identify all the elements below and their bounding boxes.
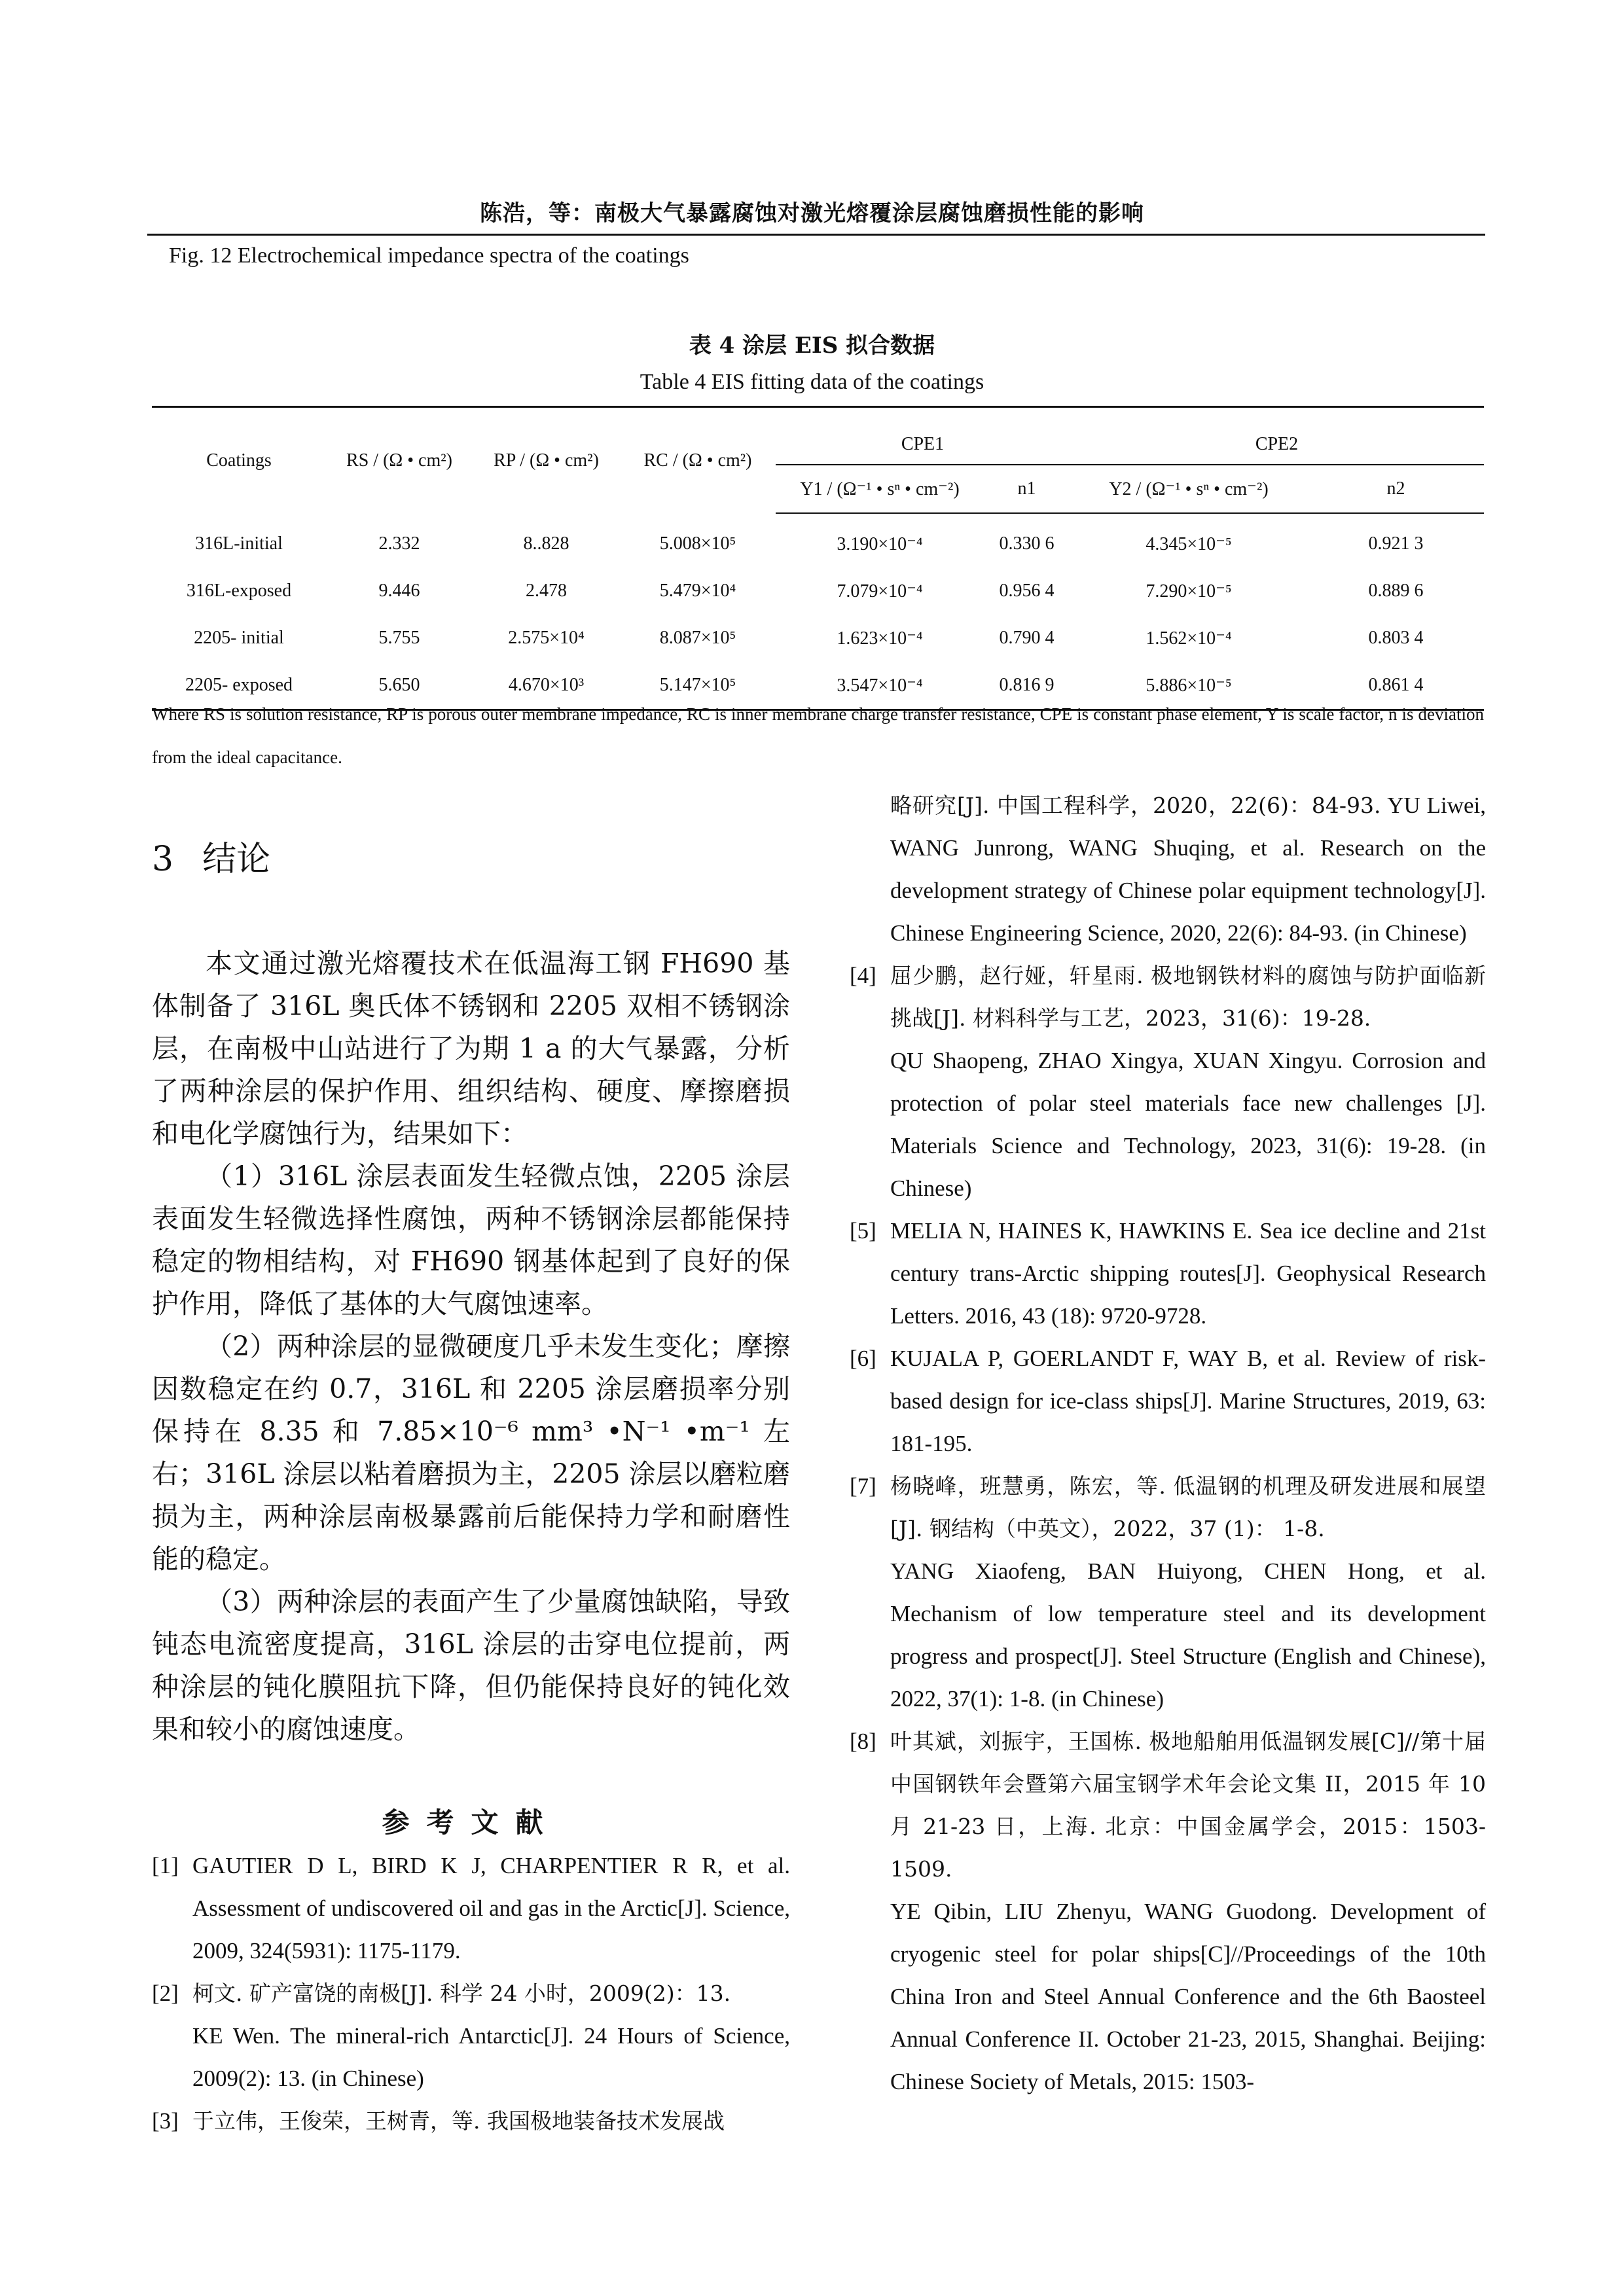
section-number: 3 xyxy=(152,840,174,879)
reference-item xyxy=(152,2100,790,2142)
cell-rp: 2.575×10⁴ xyxy=(508,628,585,648)
reference-item xyxy=(850,1720,1486,2103)
table-row xyxy=(152,615,1484,662)
header-rule xyxy=(147,234,1485,236)
cell-y1: 1.623×10⁻⁴ xyxy=(837,628,923,649)
reference-text: YE Qibin, LIU Zhenyu, WANG Guodong. Development of cryogenic steel for polar ships[C]//Proceedings of the 10th China Iron and Steel Annual Conference and the 6th Baosteel Annual Conference II. October 21-23, 2015, Shanghai. Beijing: Chinese Society of Metals, 2015: 1503- xyxy=(890,1899,1486,2094)
cell-coating: 316L-initial xyxy=(195,533,283,554)
cell-y1: 3.547×10⁻⁴ xyxy=(776,662,984,710)
cell-n1: 0.330 6 xyxy=(999,533,1055,554)
table-row xyxy=(152,567,1484,615)
reference-text: QU Shaopeng, ZHAO Xingya, XUAN Xingyu. Corrosion and protection of polar steel materials face new challenges [J]. Materials Science and Technology, 2023, 31(6): 19-28. (in Chinese) xyxy=(890,1048,1486,1201)
table-note: Where RS is solution resistance, RP is porous outer membrane impedance, RC is inner membrane charge transfer resistance, CPE is constant phase element, Y is scale factor, n is deviation from the ideal capacitance. xyxy=(152,704,1484,767)
reference-list-left xyxy=(152,1844,790,2142)
reference-item xyxy=(850,1465,1486,1720)
cell-rc: 5.479×10⁴ xyxy=(659,581,736,601)
section-title: 结论 xyxy=(202,840,271,879)
reference-text: KUJALA P, GOERLANDT F, WAY B, et al. Review of risk-based design for ice-class ships[J]. Marine Structures, 2019, 63: 181-195. xyxy=(890,1346,1486,1456)
col-header-rp: RP / (Ω • cm²) xyxy=(473,407,620,514)
col-header-y2: Y2 / (Ω⁻¹ • sⁿ • cm⁻²) xyxy=(1070,465,1308,513)
reference-item xyxy=(850,1210,1486,1337)
reference-text: 屈少鹏，赵行娅，轩星雨. 极地钢铁材料的腐蚀与防护面临新挑战[J]. 材料科学与工艺，2023，31(6)：19-28. xyxy=(890,963,1486,1031)
cell-y1: 7.079×10⁻⁴ xyxy=(837,581,923,601)
reference-item xyxy=(152,1972,790,2100)
cell-rp: 8..828 xyxy=(523,533,569,554)
cell-rp: 2.478 xyxy=(526,581,567,601)
cell-n2: 0.803 4 xyxy=(1368,628,1424,648)
reference-index: [4] xyxy=(850,963,876,988)
cell-rs: 5.650 xyxy=(326,662,473,710)
cell-rc: 5.008×10⁵ xyxy=(659,533,736,554)
conclusion-body xyxy=(152,942,790,1751)
reference-index: [2] xyxy=(152,1981,179,2006)
cell-coating: 2205- exposed xyxy=(152,662,326,710)
paragraph: （2）两种涂层的显微硬度几乎未发生变化；摩擦因数稳定在约 0.7，316L 和 2205 涂层磨损率分别保持在 8.35 和 7.85×10⁻⁶ mm³ •N⁻¹ •m⁻¹ 左右；316L 涂层以粘着磨损为主，2205 涂层以磨粒磨损为主，两种涂层南极暴露前后能保持力学和耐磨性能的稳定。 xyxy=(152,1331,790,1575)
reference-text: GAUTIER D L, BIRD K J, CHARPENTIER R R, et al. Assessment of undiscovered oil and gas in the Arctic[J]. Science, 2009, 324(5931): 1175-1179. xyxy=(192,1853,790,1964)
reference-index: [8] xyxy=(850,1729,876,1754)
cell-y2: 7.290×10⁻⁵ xyxy=(1146,581,1232,601)
cell-y2: 5.886×10⁻⁵ xyxy=(1070,662,1308,710)
cell-y1: 3.190×10⁻⁴ xyxy=(837,534,923,554)
reference-index: [7] xyxy=(850,1473,876,1499)
reference-text: MELIA N, HAINES K, HAWKINS E. Sea ice decline and 21st century trans-Arctic shipping routes[J]. Geophysical Research Letters. 2016, 43 (18): 9720-9728. xyxy=(890,1218,1486,1329)
table-title-en: Table 4 EIS fitting data of the coatings xyxy=(640,370,984,394)
cell-rs: 9.446 xyxy=(378,581,420,601)
col-header-cpe2: CPE2 xyxy=(1070,407,1484,465)
table-title-cn: 表 4 涂层 EIS 拟合数据 xyxy=(689,332,935,359)
reference-text: 柯文. 矿产富饶的南极[J]. 科学 24 小时，2009(2)：13. xyxy=(192,1981,731,2006)
col-header-cpe1: CPE1 xyxy=(776,407,1070,465)
cell-n2: 0.889 6 xyxy=(1368,581,1424,601)
cell-rs: 5.755 xyxy=(378,628,420,648)
reference-list-right xyxy=(850,784,1486,2103)
col-header-n2: n2 xyxy=(1308,465,1484,513)
reference-text: 略研究[J]. 中国工程科学，2020，22(6)：84-93. xyxy=(890,793,1381,818)
reference-text: 杨晓峰，班慧勇，陈宏，等. 低温钢的机理及研发进展和展望[J]. 钢结构（中英文），2022，37 (1)： 1-8. xyxy=(890,1473,1486,1541)
cell-y2: 4.345×10⁻⁵ xyxy=(1146,534,1232,554)
reference-item xyxy=(850,954,1486,1210)
col-header-rc: RC / (Ω • cm²) xyxy=(620,407,776,514)
cell-n2: 0.921 3 xyxy=(1368,533,1424,554)
col-header-rs: RS / (Ω • cm²) xyxy=(326,407,473,514)
col-header-n1: n1 xyxy=(984,465,1070,513)
cell-coating: 2205- initial xyxy=(194,628,284,648)
cell-rc: 5.147×10⁵ xyxy=(620,662,776,710)
reference-text: KE Wen. The mineral-rich Antarctic[J]. 24 Hours of Science, 2009(2): 13. (in Chinese) xyxy=(192,2023,790,2091)
paragraph: 本文通过激光熔覆技术在低温海工钢 FH690 基体制备了 316L 奥氏体不锈钢和 2205 双相不锈钢涂层，在南极中山站进行了为期 1 a 的大气暴露，分析了两种涂层的保护作用、组织结构、硬度、摩擦磨损和电化学腐蚀行为，结果如下： xyxy=(152,948,790,1149)
running-title: 陈浩，等：南极大气暴露腐蚀对激光熔覆涂层腐蚀磨损性能的影响 xyxy=(480,200,1144,226)
col-header-y1: Y1 / (Ω⁻¹ • sⁿ • cm⁻²) xyxy=(776,465,984,513)
section-heading xyxy=(152,831,270,880)
figure-caption: Fig. 12 Electrochemical impedance spectra of the coatings xyxy=(169,243,689,268)
cell-rs: 2.332 xyxy=(378,533,420,554)
eis-fitting-table xyxy=(152,406,1484,711)
paragraph: （1）316L 涂层表面发生轻微点蚀，2205 涂层表面发生轻微选择性腐蚀，两种不锈钢涂层都能保持稳定的物相结构，对 FH690 钢基体起到了良好的保护作用，降低了基体的大气腐蚀速率。 xyxy=(152,1160,790,1319)
reference-text: 于立伟，王俊荣，王树青，等. 我国极地装备技术发展战 xyxy=(192,2108,725,2134)
references-heading: 参考文献 xyxy=(382,1806,560,1839)
cell-n1: 0.790 4 xyxy=(999,628,1055,648)
reference-text: YU Liwei, WANG Junrong, WANG Shuqing, et al. Research on the development strategy of Chinese polar equipment technology[J]. Chinese Engineering Science, 2020, 22(6): 84-93. (in Chinese) xyxy=(890,793,1486,946)
cell-y2: 1.562×10⁻⁴ xyxy=(1146,628,1232,649)
cell-rp: 4.670×10³ xyxy=(473,662,620,710)
reference-text: 叶其斌，刘振宇，王国栋. 极地船舶用低温钢发展[C]//第十届中国钢铁年会暨第六届宝钢学术年会论文集 II，2015 年 10 月 21-23 日，上海. 北京：中国金属学会，2015：1503-1509. xyxy=(890,1729,1486,1882)
table-row xyxy=(152,513,1484,567)
reference-index: [1] xyxy=(152,1853,179,1878)
cell-n2: 0.861 4 xyxy=(1308,662,1484,710)
reference-text: YANG Xiaofeng, BAN Huiyong, CHEN Hong, et al. Mechanism of low temperature steel and its development progress and prospect[J]. Steel Structure (English and Chinese), 2022, 37(1): 1-8. (in Chinese) xyxy=(890,1558,1486,1712)
cell-rc: 8.087×10⁵ xyxy=(659,628,736,648)
paragraph: （3）两种涂层的表面产生了少量腐蚀缺陷，导致钝态电流密度提高，316L 涂层的击穿电位提前，两种涂层的钝化膜阻抗下降，但仍能保持良好的钝化效果和较小的腐蚀速度。 xyxy=(152,1586,790,1745)
reference-index: [6] xyxy=(850,1346,876,1371)
reference-item xyxy=(850,1337,1486,1465)
col-header-coatings: Coatings xyxy=(152,407,326,514)
cell-n1: 0.956 4 xyxy=(999,581,1055,601)
cell-coating: 316L-exposed xyxy=(186,581,292,601)
reference-index: [3] xyxy=(152,2108,179,2134)
cell-n1: 0.816 9 xyxy=(984,662,1070,710)
reference-index: [5] xyxy=(850,1218,876,1244)
reference-item xyxy=(152,1844,790,1972)
reference-continuation xyxy=(850,784,1486,954)
